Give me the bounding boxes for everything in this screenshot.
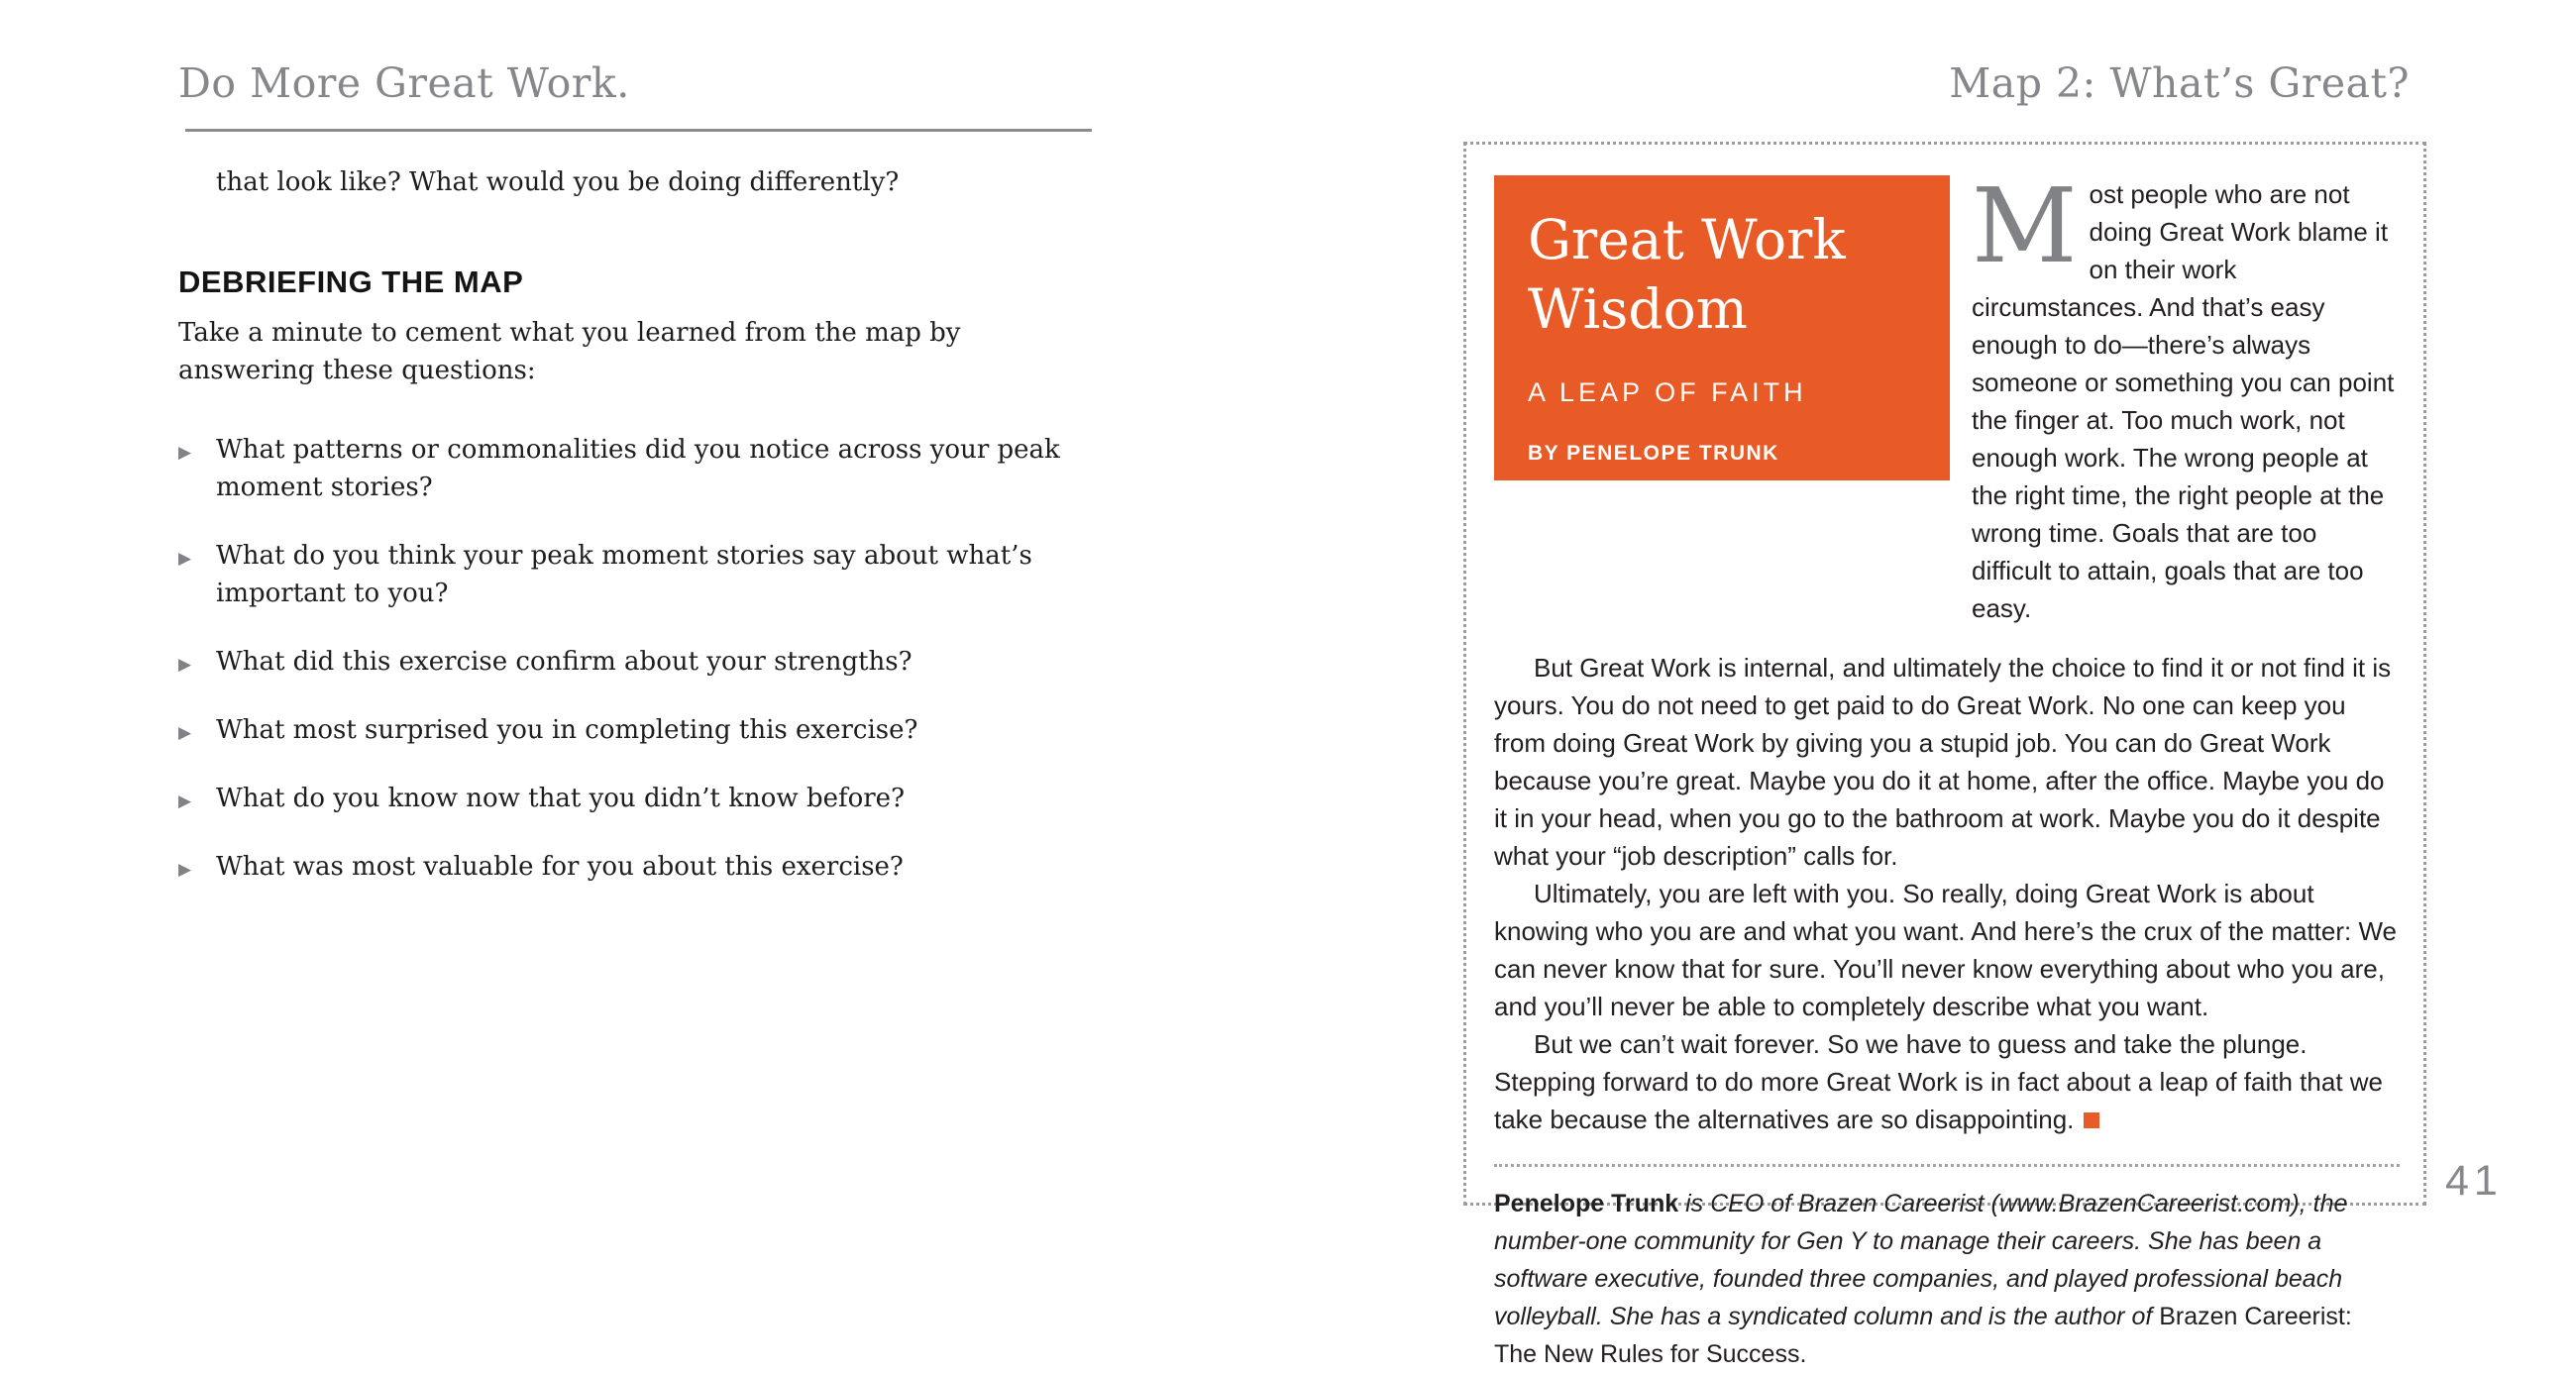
bullet-triangle-icon: ▶ [178, 792, 192, 811]
author-bio [1494, 1164, 2400, 1373]
section-intro: Take a minute to cement what you learned from the map by answering these questions: [178, 318, 961, 385]
question-text: What was most valuable for you about this exercise? [216, 852, 904, 882]
question-text: What did this exercise confirm about your strengths? [216, 647, 912, 677]
list-item [178, 431, 1068, 506]
list-item [178, 643, 1068, 681]
author-bio-text: is CEO of Brazen Careerist (www.BrazenCareerist.com), the number-one community for Gen Y to manage their careers. She has been a software executive, founded three companies, and played professional beach volleyball. She has a syndicated column and is the author of [1494, 1190, 2348, 1330]
section-heading: DEBRIEFING THE MAP [178, 264, 524, 299]
running-head-right: Map 2: What’s Great? [1949, 59, 2410, 107]
panel-subtitle: A LEAP OF FAITH [1528, 377, 1807, 407]
article-paragraph: But Great Work is internal, and ultimately the choice to find it or not find it is yours. You do not need to get paid to do Great Work. No one can keep you from doing Great Work by giving you a stupid job. You can do Great Work because you’re great. Maybe you do it at home, after the office. Maybe you do it in your head, when you go to the bathroom at work. Maybe you do it despite what your “job description” calls for. [1494, 653, 2392, 871]
question-text: What do you know now that you didn’t know before? [216, 784, 906, 813]
header-rule [185, 129, 1092, 132]
left-page [178, 59, 1098, 916]
author-name: Penelope Trunk [1494, 1190, 1679, 1217]
panel-title [1528, 205, 1950, 344]
book-title: Brazen Careerist: The New Rules for Success. [1494, 1303, 2352, 1368]
article-paragraph-text: But we can’t wait forever. So we have to guess and take the plunge. Stepping forward to do more Great Work is in fact about a leap of faith that we take because the alternatives are so disappointing. [1494, 1029, 2383, 1134]
great-work-wisdom-panel [1494, 175, 1950, 480]
bullet-triangle-icon: ▶ [178, 443, 192, 463]
article-paragraph-text: Ultimately, you are left with you. So really, doing Great Work is about knowing who you are and what you want. And here’s the crux of the matter: We can never know that for sure. You’ll never know everything about who you are, and you’ll never be able to completely describe what you want. [1494, 879, 2398, 1021]
sidebar-article-box [1463, 142, 2426, 1368]
article-paragraph [1494, 875, 2400, 1025]
question-text: What most surprised you in completing this exercise? [216, 715, 918, 745]
panel-byline: BY PENELOPE TRUNK [1528, 442, 1779, 465]
list-item [178, 848, 1068, 886]
end-mark-square-icon [2084, 1112, 2099, 1128]
list-item [178, 711, 1068, 749]
running-head-left: Do More Great Work. [178, 59, 630, 107]
article-body [1494, 649, 2400, 1138]
dropcap-letter: M [1972, 165, 2078, 286]
bullet-triangle-icon: ▶ [178, 860, 192, 880]
panel-title-line2: Wisdom [1528, 277, 1748, 341]
question-list [178, 431, 1098, 886]
list-item [178, 780, 1068, 817]
feature-row [1494, 165, 2396, 627]
bullet-triangle-icon: ▶ [178, 549, 192, 569]
bullet-triangle-icon: ▶ [178, 723, 192, 743]
question-text: What patterns or commonalities did you notice across your peak moment stories? [216, 435, 1060, 502]
article-opening-paragraph [1972, 165, 2396, 627]
article-paragraph [1494, 1025, 2400, 1138]
bullet-triangle-icon: ▶ [178, 655, 192, 675]
continuation-text: that look like? What would you be doing differently? [216, 167, 900, 197]
question-text: What do you think your peak moment stories say about what’s important to you? [216, 541, 1032, 608]
panel-title-line1: Great Work [1528, 208, 1846, 271]
opening-paragraph-text: ost people who are not doing Great Work blame it on their work circumstances. And that’s easy enough to do—there’s always someone or something you can point the finger at. Too much work, not enough work. The wrong people at the right time, the right people at the wrong time. Goals that are too difficult to attain, goals that are too easy. [1972, 179, 2395, 623]
list-item [178, 537, 1068, 612]
page-number: 41 [2445, 1157, 2503, 1205]
